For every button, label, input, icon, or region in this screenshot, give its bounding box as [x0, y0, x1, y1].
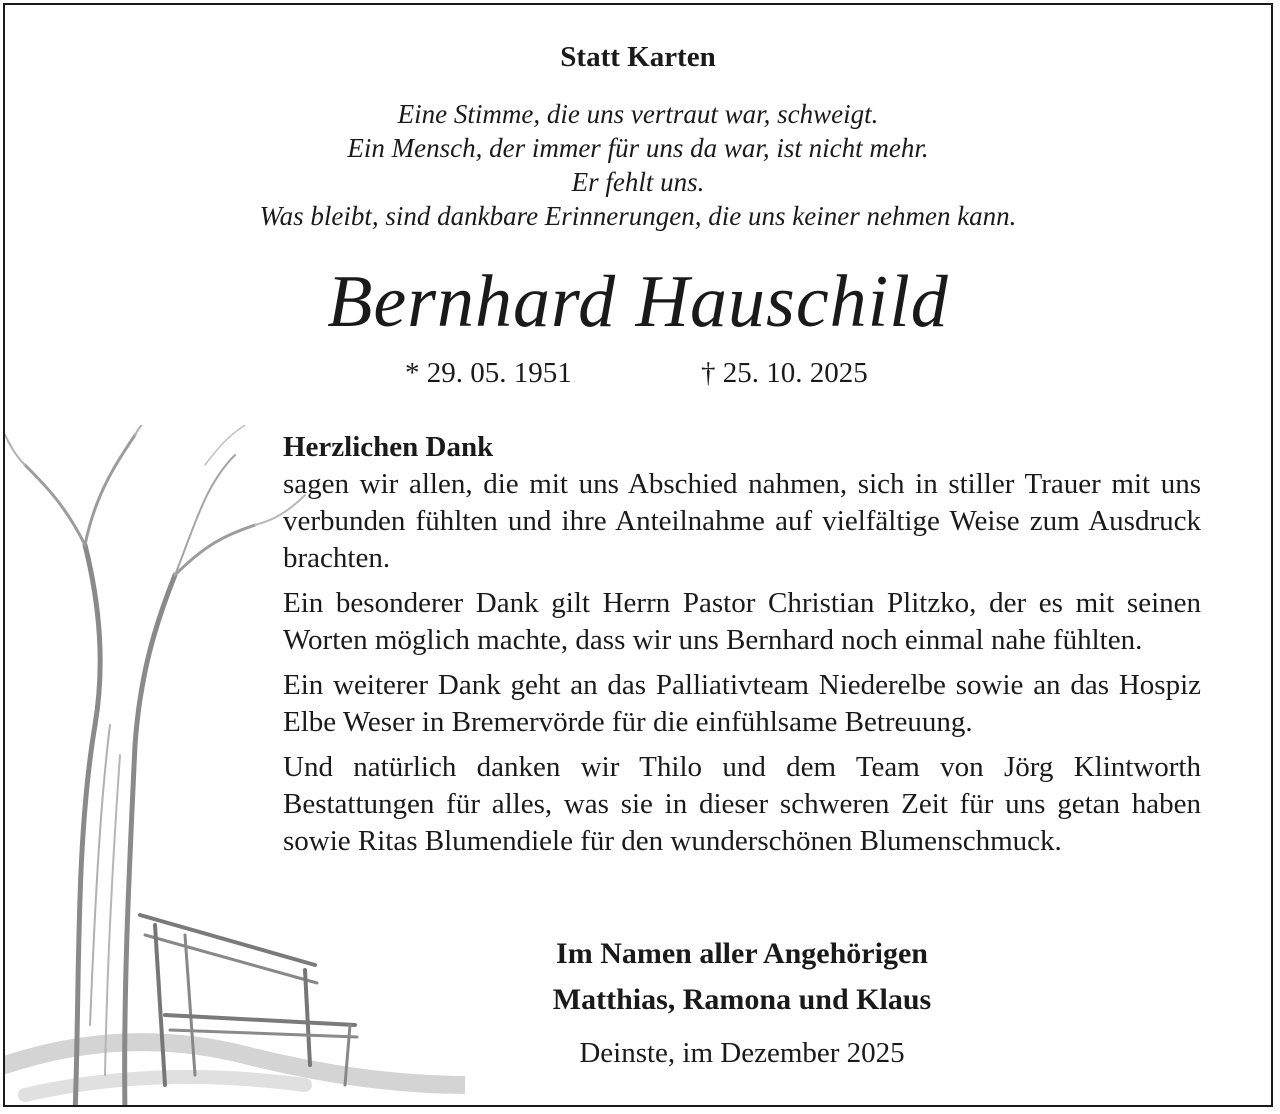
life-dates: [405, 357, 905, 397]
obituary-notice: [3, 3, 1273, 1107]
signoff-names: Matthias, Ramona und Klaus: [552, 983, 932, 1016]
thanks-paragraph: Und natürlich danken wir Thilo und dem Team von Jörg Klintworth Bestattungen für alles, was sie in dieser schweren Zeit für uns getan haben sowie Ritas Blumendiele für den wunderschönen Blumenschmuck.: [283, 751, 1201, 857]
poem-line: Ein Mensch, der immer für uns da war, ist nicht mehr.: [347, 133, 929, 163]
thanks-paragraph: Ein besonderer Dank gilt Herrn Pastor Christian Plitzko, der es mit seinen Worten möglich machte, dass wir uns Bernhard noch einmal nahe fühlten.: [283, 587, 1201, 656]
death-date: † 25. 10. 2025: [701, 357, 868, 389]
poem-line: Er fehlt uns.: [571, 167, 705, 197]
birth-date: * 29. 05. 1951: [405, 357, 572, 389]
thanks-paragraph: sagen wir allen, die mit uns Abschied nahmen, sich in stiller Trauer mit uns verbunden fühlten und ihre Anteilnahme auf vielfältige Weise zum Ausdruck brachten.: [283, 468, 1201, 574]
deceased-name: Bernhard Hauschild: [327, 261, 949, 343]
place-and-date: Deinste, im Dezember 2025: [579, 1037, 905, 1069]
thanks-text: [283, 429, 1201, 868]
poem-line: Eine Stimme, die uns vertraut war, schweigt.: [397, 99, 879, 129]
poem-line: Was bleibt, sind dankbare Erinnerungen, die uns keiner nehmen kann.: [259, 201, 1017, 231]
signoff: [283, 931, 1201, 1023]
signoff-line: Im Namen aller Angehörigen: [556, 937, 928, 970]
thanks-paragraph: Ein weiterer Dank geht an das Palliativteam Niederelbe sowie an das Hospiz Elbe Weser in Bremervörde für die einfühlsame Betreuung.: [283, 669, 1201, 738]
poem: [5, 97, 1271, 233]
statt-karten-heading: Statt Karten: [560, 41, 716, 73]
thanks-title: Herzlichen Dank: [283, 431, 494, 463]
